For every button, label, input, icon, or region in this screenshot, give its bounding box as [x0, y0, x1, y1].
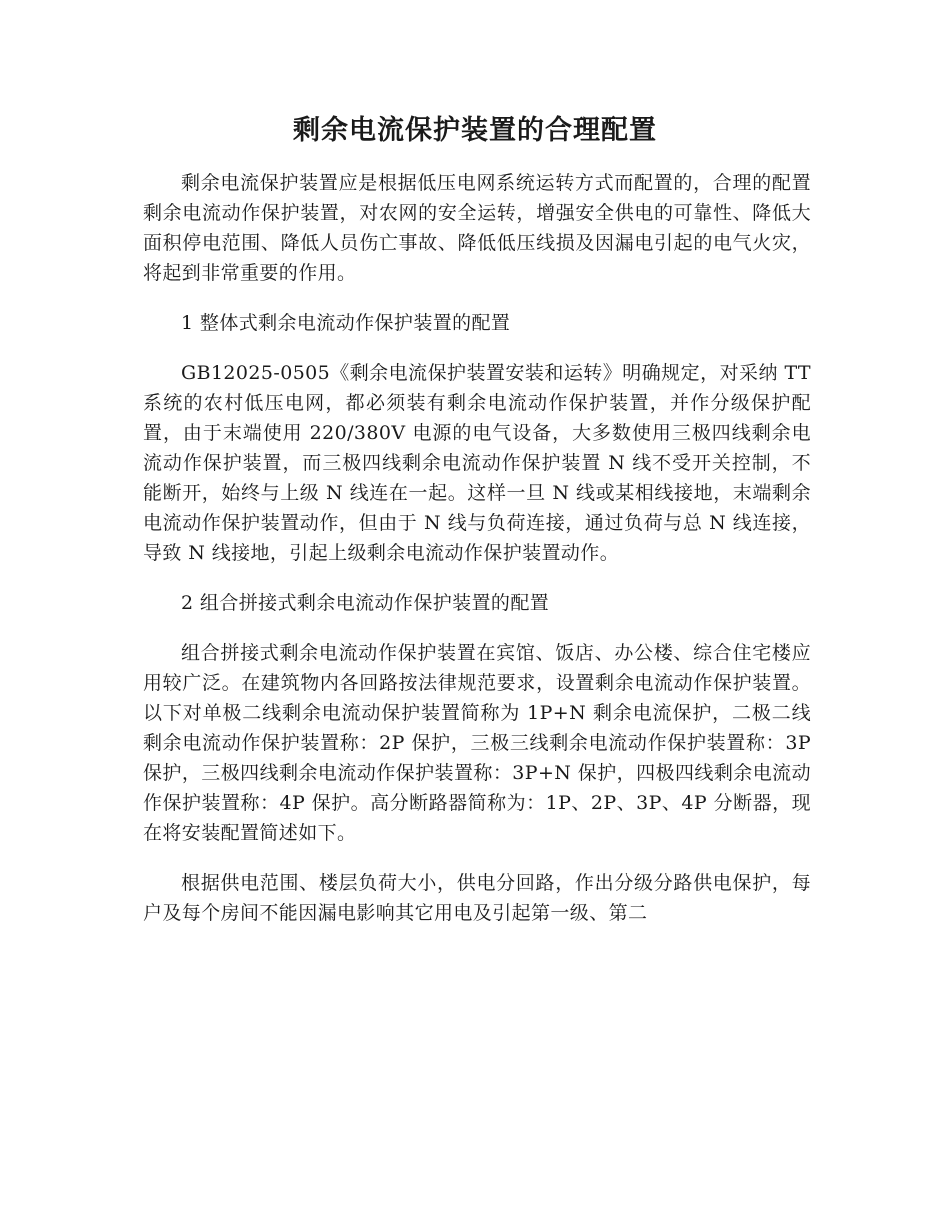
- paragraph-intro: 剩余电流保护装置应是根据低压电网系统运转方式而配置的，合理的配置剩余电流动作保护装置，对农网的安全运转，增强安全供电的可靠性、降低大面积停电范围、降低人员伤亡事故、降低低压线损及因漏电引起的电气火灾，将起到非常重要的作用。: [143, 172, 811, 284]
- paragraph-section-2-continued: 根据供电范围、楼层负荷大小，供电分回路，作出分级分路供电保护，每户及每个房间不能因漏电影响其它用电及引起第一级、第二: [143, 872, 811, 924]
- paragraph-section-1: GB12025-0505《剩余电流保护装置安装和运转》明确规定，对采纳 TT 系统的农村低压电网，都必须装有剩余电流动作保护装置，并作分级保护配置，由于末端使用 220/380V 电源的电气设备，大多数使用三极四线剩余电流动作保护装置，而三极四线剩余电流动作保护装置 N 线不受开关控制，不能断开，始终与上级 N 线连在一起。这样一旦 N 线或某相线接地，末端剩余电流动作保护装置动作，但由于 N 线与负荷连接，通过负荷与总 N 线连接，导致 N 线接地，引起上级剩余电流动作保护装置动作。: [143, 362, 811, 564]
- document-title: 剩余电流保护装置的合理配置: [293, 115, 657, 146]
- paragraph-section-2: 组合拼接式剩余电流动作保护装置在宾馆、饭店、办公楼、综合住宅楼应用较广泛。在建筑物内各回路按法律规范要求，设置剩余电流动作保护装置。以下对单极二线剩余电流动保护装置简称为 1P+N 剩余电流保护，二极二线剩余电流动作保护装置称：2P 保护，三极三线剩余电流动作保护装置称：3P 保护，三极四线剩余电流动作保护装置称：3P+N 保护，四极四线剩余电流动作保护装置称：4P 保护。高分断路器简称为：1P、2P、3P、4P 分断器，现在将安装配置简述如下。: [143, 642, 811, 844]
- section-heading-2: 2 组合拼接式剩余电流动作保护装置的配置: [181, 592, 550, 614]
- document-body: [143, 168, 811, 948]
- section-heading-1: 1 整体式剩余电流动作保护装置的配置: [181, 312, 511, 334]
